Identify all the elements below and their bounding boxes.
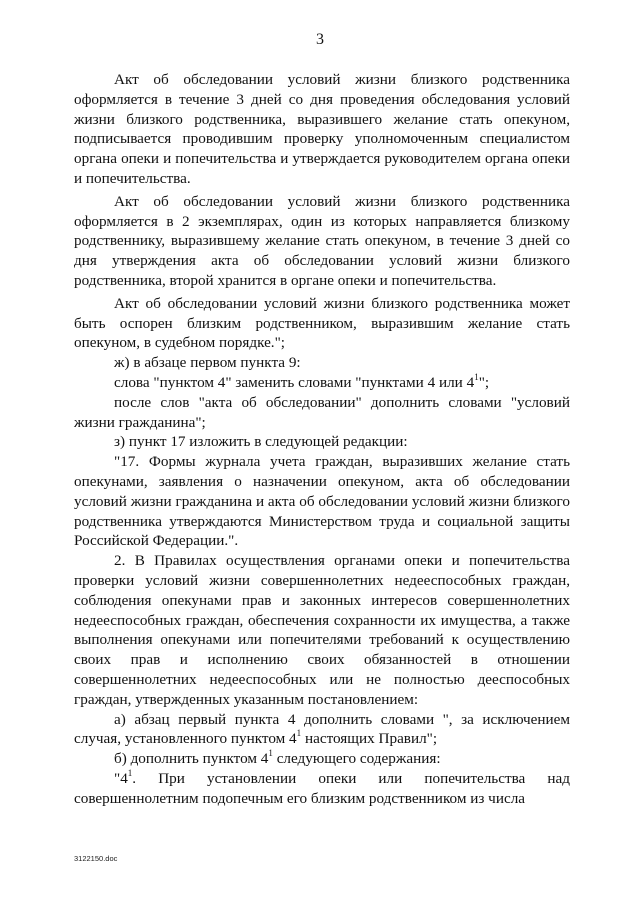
text-part: следующего содержания: [272, 750, 441, 768]
paragraph-act-deadline: Акт об обследовании условий жизни близкого родственника оформляется в течение 3 дней со дня проведения обследования условий жизни близкого родственника, выразившего желание стать опекуном, подписывается проводившим проверку уполномоченным специалистом органа опеки и попечительства и утверждается руководителем органа опеки и попечительства. [74, 71, 570, 187]
page-number: 3 [316, 31, 324, 48]
paragraph-point-4-1 [74, 769, 570, 809]
text-part: настоящих Правил"; [301, 730, 438, 748]
text-part: "4 [114, 769, 128, 787]
superscript: 1 [296, 728, 302, 739]
text-part: а) абзац первый пункта 4 дополнить словами ", за исключением случая, установленного пунктом 4 [74, 710, 570, 748]
paragraph-item-b [74, 749, 570, 769]
text-part: "; [478, 373, 490, 391]
paragraph-point-17: "17. Формы журнала учета граждан, выразивших желание стать опекунами, заявления о назначении опекуном, акта об обследовании условий жизни гражданина и акта об обследовании условий жизни близкого родственника утверждаются Министерством труда и социальной защиты Российской Федерации.". [74, 453, 570, 550]
paragraph-add-words: после слов "акта об обследовании" дополнить словами "условий жизни гражданина"; [74, 393, 570, 431]
file-name-footer: 3122150.doc [74, 854, 118, 863]
paragraph-item-zh: ж) в абзаце первом пункта 9: [114, 354, 301, 372]
document-body [74, 70, 570, 808]
text-part: слова "пунктом 4" заменить словами "пунктами 4 или 4 [114, 373, 475, 391]
superscript: 1 [474, 371, 479, 382]
paragraph-replace-words [74, 373, 570, 393]
text-part: б) дополнить пунктом 4 [114, 750, 269, 768]
paragraph-act-copies: Акт об обследовании условий жизни близкого родственника оформляется в 2 экземплярах, один из которых направляется близкому родственнику, выразившему желание стать опекуном, в течение 3 дней со дня утверждения акта об обследовании условий жизни близкого родственника, второй хранится в органе опеки и попечительства. [74, 192, 570, 289]
text-part: . При установлении опеки или попечительства над совершеннолетним подопечным его близким родственником из числа [74, 769, 570, 807]
superscript: 1 [268, 748, 273, 759]
superscript: 1 [127, 767, 133, 778]
paragraph-item-a [74, 710, 570, 750]
paragraph-act-dispute: Акт об обследовании условий жизни близкого родственника может быть оспорен близким родственником, выразившим желание стать опекуном, в судебном порядке."; [74, 294, 570, 352]
paragraph-section-2: 2. В Правилах осуществления органами опеки и попечительства проверки условий жизни совершеннолетних недееспособных граждан, соблюдения опекунами прав и законных интересов совершеннолетних недееспособных граждан, обеспечения сохранности их имущества, а также выполнения опекунами или попечителями требований к осуществлению своих прав и исполнению своих обязанностей в отношении совершеннолетних недееспособных или не полностью дееспособных граждан, утвержденных указанным постановлением: [74, 552, 570, 708]
paragraph-item-z: з) пункт 17 изложить в следующей редакции: [114, 433, 408, 451]
